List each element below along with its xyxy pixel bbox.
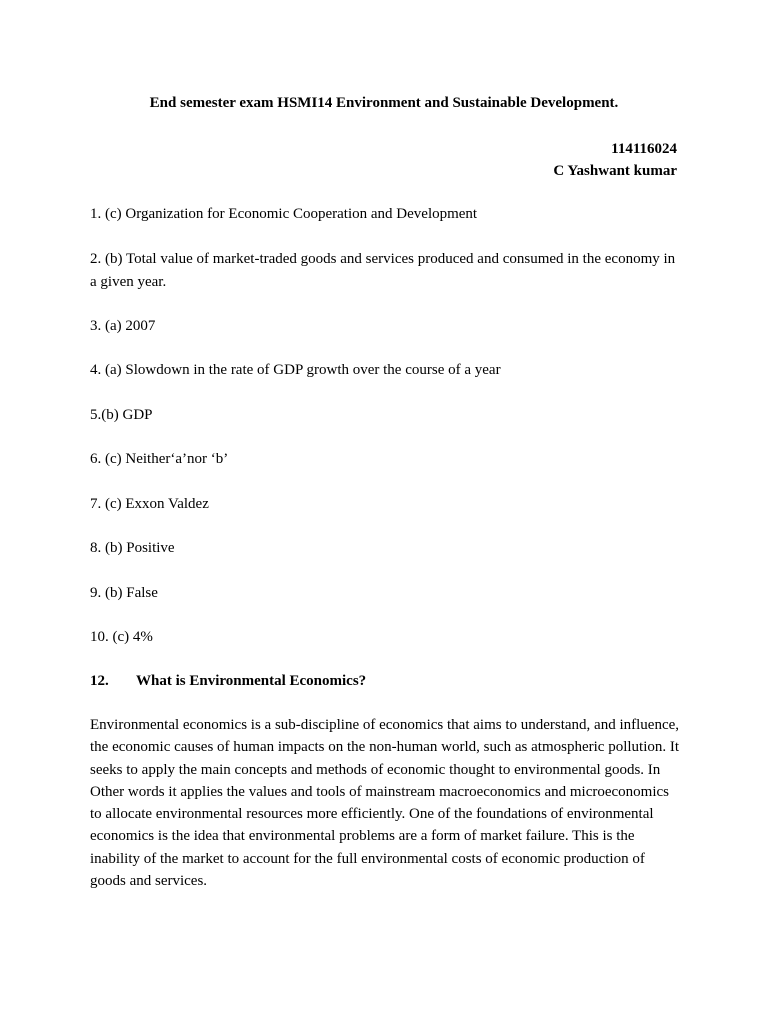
answer-7: 7. (c) Exxon Valdez <box>90 496 209 512</box>
exam-title: End semester exam HSMI14 Environment and Sustainable Development. <box>149 95 619 111</box>
question-12-heading <box>90 671 366 691</box>
student-name: C Yashwant kumar <box>553 163 677 179</box>
answer-4: 4. (a) Slowdown in the rate of GDP growth over the course of a year <box>90 362 501 378</box>
answer-6: 6. (c) Neither‘a’nor ‘b’ <box>90 451 229 467</box>
answer-1: 1. (c) Organization for Economic Cooperation and Development <box>90 206 478 222</box>
answer-5: 5.(b) GDP <box>90 407 153 423</box>
answer-3: 3. (a) 2007 <box>90 318 156 334</box>
answer-8: 8. (b) Positive <box>90 540 175 556</box>
answer-2: 2. (b) Total value of market-traded goods and services produced and consumed in the economy in a given year. <box>90 251 676 290</box>
answer-9: 9. (b) False <box>90 585 158 601</box>
question-number: 12. <box>90 673 109 689</box>
question-text: What is Environmental Economics? <box>136 673 367 689</box>
roll-number: 114116024 <box>611 141 677 157</box>
answer-10: 10. (c) 4% <box>90 629 153 645</box>
question-12-answer: Environmental economics is a sub-discipline of economics that aims to understand, and influence, the economic causes of human impacts on the non-human world, such as atmospheric pollution. It seeks to apply the main concepts and methods of economic thought to environmental goods. In Other words it applies the values and tools of mainstream macroeconomics and microeconomics to allocate environmental resources more efficiently. One of the foundations of environmental economics is the idea that environmental problems are a form of market failure. This is the inability of the market to account for the full environmental costs of economic production of goods and services. <box>90 717 680 890</box>
